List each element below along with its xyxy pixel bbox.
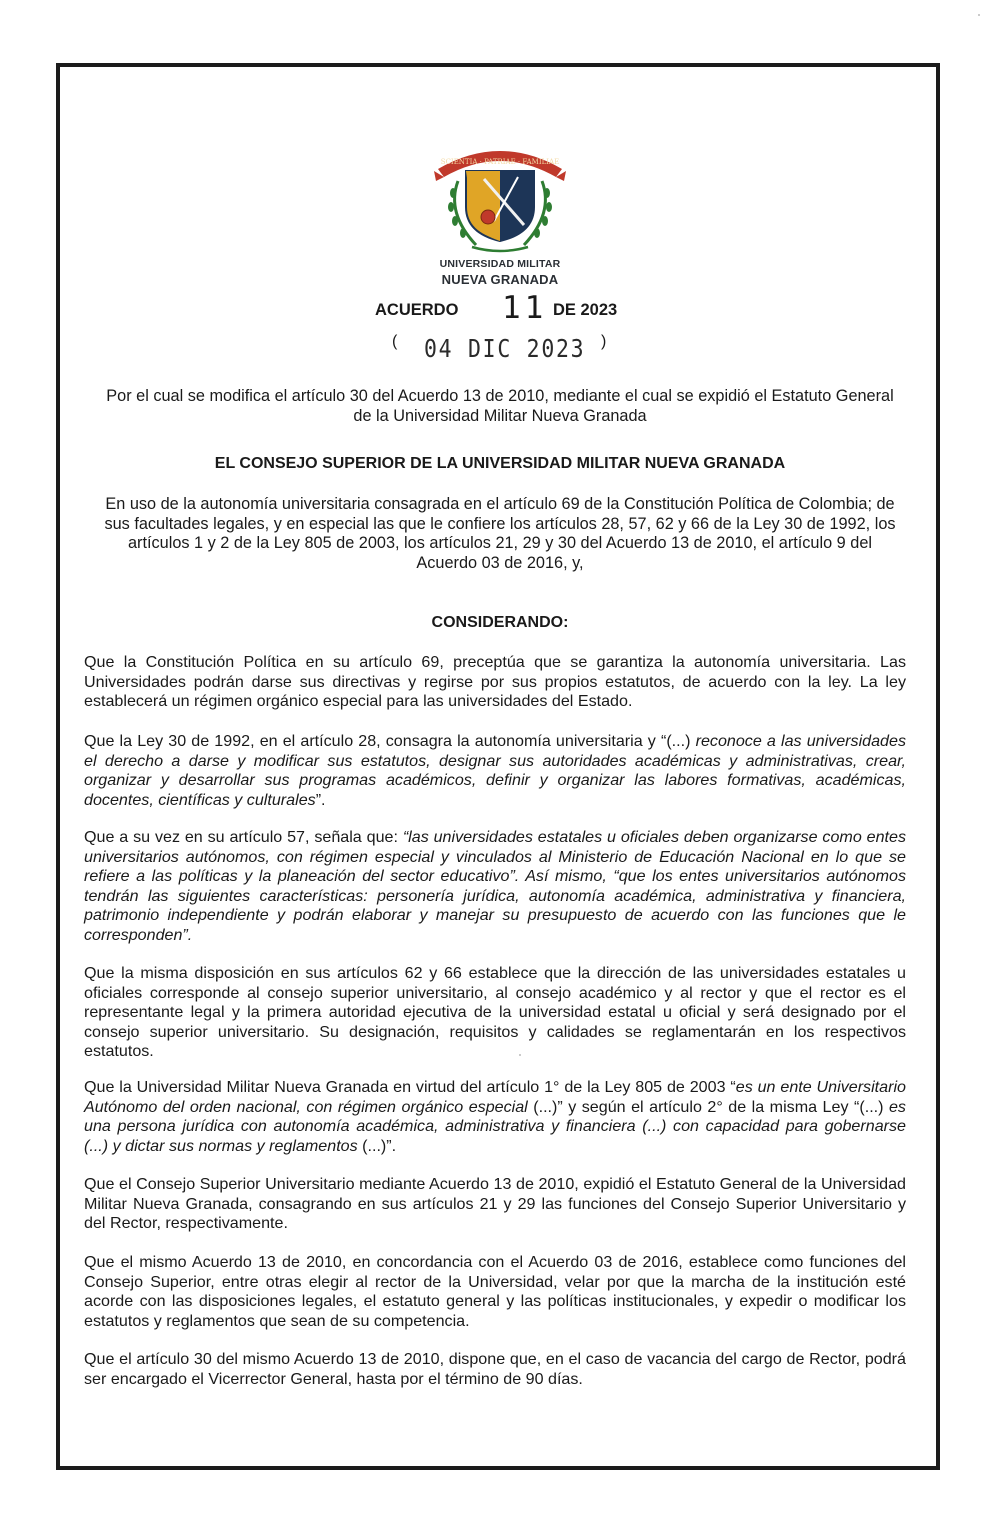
scan-speck [978,14,980,16]
council-title: EL CONSEJO SUPERIOR DE LA UNIVERSIDAD MILITAR NUEVA GRANADA [214,455,786,472]
acuerdo-year: DE 2023 [553,301,618,319]
date-open-paren: ( [392,333,398,350]
date-stamp-line [392,333,622,373]
document-subtitle: Por el cual se modifica el artículo 30 del Acuerdo 13 de 2010, mediante el cual se expidió el Estatuto General de la Universidad Militar Nueva Granada [106,387,894,425]
acuerdo-label: ACUERDO [375,301,459,319]
considerando-paragraph-3: Que a su vez en su artículo 57, señala que: “las universidades estatales u oficiales deben organizarse como entes universitarios autónomos, con régimen especial y vinculados al Ministerio de Educación Nacional en lo que se refiere a las políticas y la planeación del sector educativo”. Así mismo, “que los entes universitarios autónomos tendrán las siguientes características: personería jurídica, autonomía académica, administrativa y financiera, patrimonio independiente y podrán elaborar y manejar su presupuesto de acuerdo con las funciones que le corresponden”. [84,828,907,944]
acuerdo-heading [0,290,1000,326]
considerando-paragraph-5: Que la Universidad Militar Nueva Granada en virtud del artículo 1° de la Ley 805 de 2003 “es un ente Universitario Autónomo del orden nacional, con régimen orgánico especial (...)” y según el artículo 2° de la misma Ley “(...) es una persona jurídica con autonomía académica, administrativa y financiera (...) con capacidad para gobernarse (...) y dictar sus normas y reglamentos (...)”. [84,1078,906,1155]
considerando-paragraph-2: Que la Ley 30 de 1992, en el artículo 28, consagra la autonomía universitaria y “(...) reconoce a las universidades el derecho a darse y modificar sus estatutos, designar sus autoridades académicas y administrativas, crear, organizar y desarrollar sus programas académicos, definir y organizar las labores formativas, académicas, docentes, científicas y culturales”. [84,732,906,809]
considerando-paragraph-7: Que el mismo Acuerdo 13 de 2010, en concordancia con el Acuerdo 03 de 2016, establece como funciones del Consejo Superior, entre otras elegir al rector de la Universidad, velar por que la marcha de la institución esté acorde con las disposiciones legales, el estatuto general y las políticas institucionales, y expedir o modificar los estatutos y reglamentos que sean de su competencia. [84,1253,906,1330]
considerando-paragraph-6: Que el Consejo Superior Universitario mediante Acuerdo 13 de 2010, expidió el Estatuto General de la Universidad Militar Nueva Granada, consagrando en sus artículos 21 y 29 las funciones del Consejo Superior Universitario y del Rector, respectivamente. [84,1175,906,1232]
considerando-paragraph-1: Que la Constitución Política en su artículo 69, preceptúa que se garantiza la autonomía universitaria. Las Universidades podrán darse sus directivas y regirse por sus propios estatutos, de acuerdo con la ley. La ley establecerá un régimen orgánico especial para las universidades del Estado. [84,653,906,710]
date-stamp: 04 DIC 2023 [424,334,586,363]
considerando-paragraph-4: Que la misma disposición en sus artículos 62 y 66 establece que la dirección de las universidades estatales u oficiales corresponde al consejo superior universitario, al consejo académico y al rector y que el rector es el representante legal y la primera autoridad ejecutiva de la universidad estatal u oficial y será designado por el consejo superior universitario. Su designación, requisitos y calidades se reglamentarán en los respectivos estatutos. [84,964,906,1060]
university-crest-icon [432,137,568,255]
considerando-heading: CONSIDERANDO: [431,614,569,631]
council-preamble: En uso de la autonomía universitaria consagrada en el artículo 69 de la Constitución Política de Colombia; de sus facultades legales, y en especial las que le confiere los artículos 28, 57, 62 y 66 de la Ley 30 de 1992, los artículos 1 y 2 de la Ley 805 de 2003, los artículos 21, 29 y 30 del Acuerdo 13 de 2010, el artículo 9 del Acuerdo 03 de 2016, y, [104,495,896,572]
considerando-paragraph-8: Que el artículo 30 del mismo Acuerdo 13 de 2010, dispone que, en el caso de vacancia del cargo de Rector, podrá ser encargado el Vicerrector General, hasta por el término de 90 días. [84,1350,906,1388]
crest-motto: SCIENTIA · PATRIAE · FAMILIAE [440,158,560,166]
university-name-line1: UNIVERSIDAD MILITAR [439,258,561,270]
date-close-paren: ) [601,333,607,350]
acuerdo-number: 11 [502,290,548,326]
scan-speck [519,1054,521,1056]
university-name-line2: NUEVA GRANADA [441,272,559,287]
